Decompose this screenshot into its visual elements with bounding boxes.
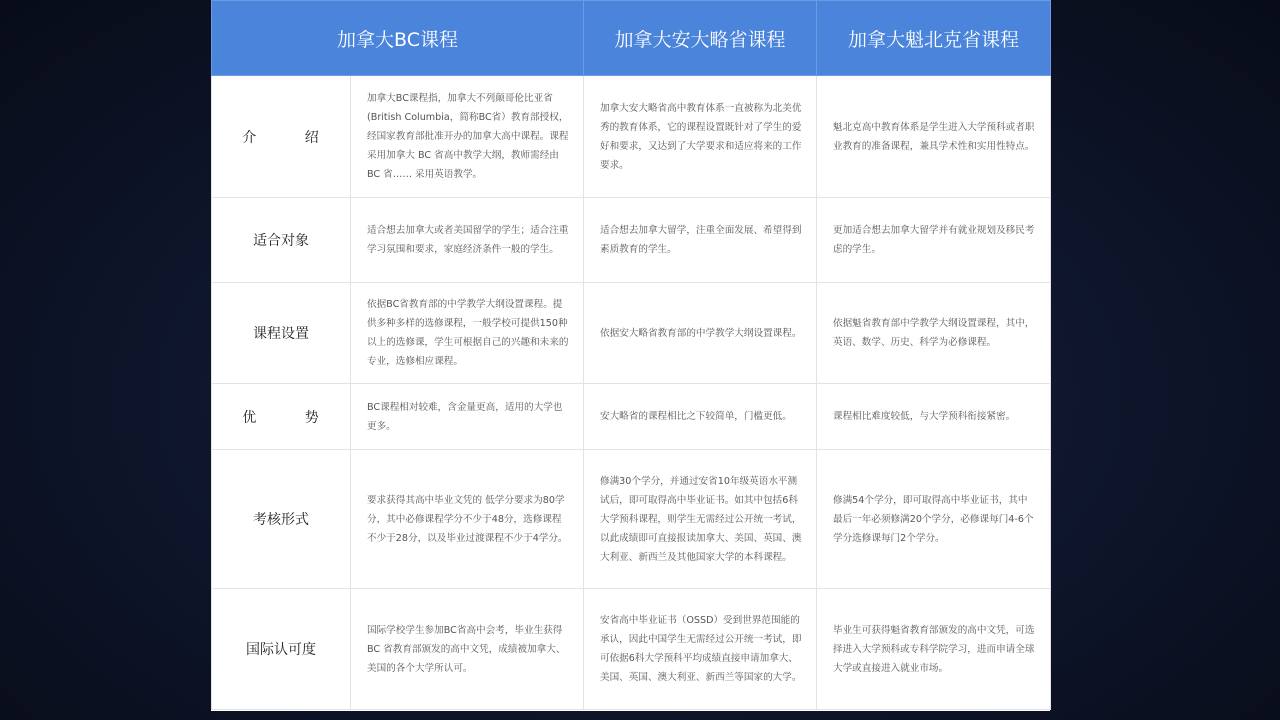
cell-bc-recognition: 国际学校学生参加BC省高中会考，毕业生获得BC 省教育部颁发的高中文凭，成绩被加拿大、美国的各个大学所认可。 [351,589,584,710]
cell-ontario-recognition: 安省高中毕业证书（OSSD）受到世界范围能的承认，因此中国学生无需经过公开统一考试，即可依据6科大学预科平均成绩直接申请加拿大、美国、英国、澳大利亚、新西兰等国家的大学。 [584,589,817,710]
table-row [212,450,1051,589]
cell-ontario-advantage: 安大略省的课程相比之下较简单，门槛更低。 [584,384,817,450]
cell-ontario-audience: 适合想去加拿大留学，注重全面发展、希望得到素质教育的学生。 [584,198,817,283]
row-label-audience: 适合对象 [212,198,351,283]
column-header-ontario: 加拿大安大略省课程 [584,1,817,76]
cell-quebec-assessment: 修满54个学分，即可取得高中毕业证书，其中最后一年必须修满20个学分，必修课每门4-6个学分选修课每门2个学分。 [817,450,1051,589]
comparison-table [211,0,1051,710]
row-label-recognition: 国际认可度 [212,589,351,710]
cell-bc-curriculum: 依据BC省教育部的中学教学大纲设置课程。提供多种多样的选修课程，一般学校可提供150种以上的选修课，学生可根据自己的兴趣和未来的专业，选修相应课程。 [351,283,584,384]
cell-bc-assessment: 要求获得其高中毕业文凭的 低学分要求为80学分，其中必修课程学分不少于48分，选修课程不少于28分，以及毕业过渡课程不少于4学分。 [351,450,584,589]
row-label-curriculum: 课程设置 [212,283,351,384]
table-row [212,384,1051,450]
column-header-quebec: 加拿大魁北克省课程 [817,1,1051,76]
cell-quebec-audience: 更加适合想去加拿大留学并有就业规划及移民考虑的学生。 [817,198,1051,283]
cell-ontario-intro: 加拿大安大略省高中教育体系一直被称为北美优秀的教育体系，它的课程设置既针对了学生的爱好和要求，又达到了大学要求和适应将来的工作要求。 [584,76,817,198]
cell-bc-advantage: BC课程相对较难，含金量更高，适用的大学也更多。 [351,384,584,450]
cell-quebec-recognition: 毕业生可获得魁省教育部颁发的高中文凭，可选择进入大学预科或专科学院学习，进而申请全球 大学或直接进入就业市场。 [817,589,1051,710]
table-row [212,198,1051,283]
cell-quebec-advantage: 课程相比难度较低，与大学预科衔接紧密。 [817,384,1051,450]
cell-ontario-assessment: 修满30个学分，并通过安省10年级英语水平测试后，即可取得高中毕业证书。如其中包括6科大学预科课程，则学生无需经过公开统一考试，以此成绩即可直接报读加拿大、美国、英国、澳大利亚、新西兰及其他国家大学的本科课程。 [584,450,817,589]
row-label-assessment: 考核形式 [212,450,351,589]
row-label-intro: 介 绍 [212,76,351,198]
table-row [212,589,1051,710]
cell-bc-audience: 适合想去加拿大或者美国留学的学生；适合注重学习氛围和要求，家庭经济条件一般的学生。 [351,198,584,283]
table-row [212,283,1051,384]
column-header-bc: 加拿大BC课程 [212,1,584,76]
cell-quebec-intro: 魁北克高中教育体系是学生进入大学预科或者职业教育的准备课程，兼具学术性和实用性特点。 [817,76,1051,198]
cell-quebec-curriculum: 依据魁省教育部中学教学大纲设置课程，其中，英语、数学、历史、科学为必修课程。 [817,283,1051,384]
cell-bc-intro: 加拿大BC课程指，加拿大不列颠哥伦比亚省(British Columbia，简称BC省）教育部授权，经国家教育部批准开办的加拿大高中课程。课程采用加拿大 BC 省高中教学大纲，教师需经由BC 省…… 采用英语教学。 [351,76,584,198]
header-row [212,1,1051,76]
cell-ontario-curriculum: 依据安大略省教育部的中学教学大纲设置课程。 [584,283,817,384]
comparison-document [211,0,1050,711]
table-row [212,76,1051,198]
row-label-advantage: 优 势 [212,384,351,450]
